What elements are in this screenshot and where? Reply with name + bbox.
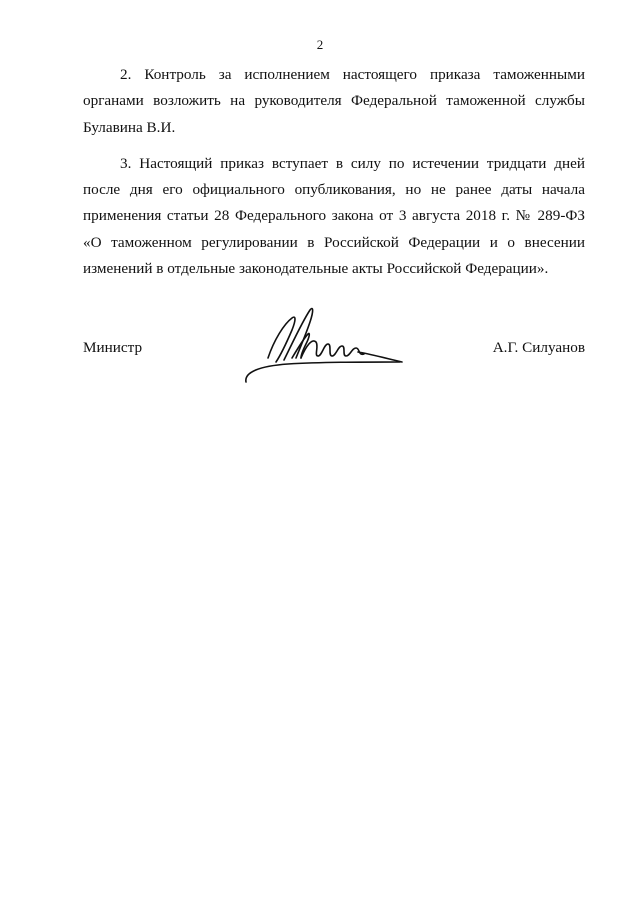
- signer-position: Министр: [83, 339, 143, 356]
- paragraph-text: Контроль за исполнением настоящего приказа таможенными органами возложить на руководителя Федеральной таможенной службы Булавина В.И.: [83, 66, 585, 136]
- paragraph-entry-into-force: [83, 151, 585, 282]
- paragraph-control: [83, 62, 585, 141]
- paragraph-number: 3.: [120, 154, 132, 172]
- page-number: 2: [316, 37, 324, 52]
- paragraph-text: Настоящий приказ вступает в силу по истечении тридцати дней после дня его официального опубликования, но не ранее даты начала применения статьи 28 Федерального закона от 3 августа 2018 г. № 289-ФЗ «О таможенном регулировании в Российской Федерации и о внесении изменений в отдельные законодательные акты Российской Федерации».: [83, 154, 586, 278]
- handwritten-signature: [240, 300, 410, 390]
- signer-name: А.Г. Силуанов: [492, 339, 585, 356]
- document-body: [83, 62, 585, 282]
- paragraph-number: 2.: [120, 66, 132, 83]
